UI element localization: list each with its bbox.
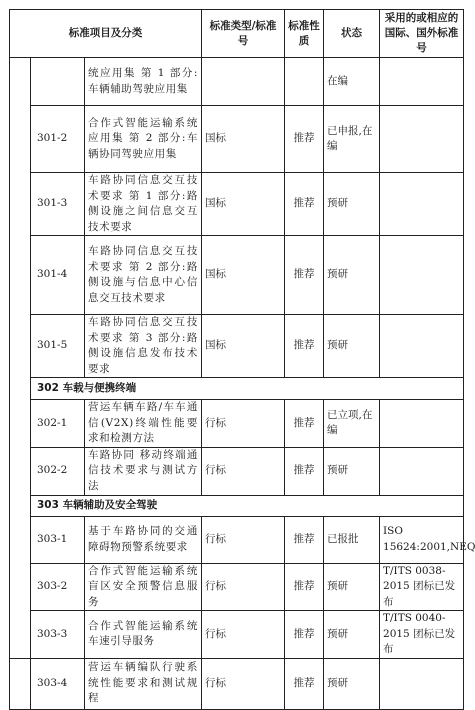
left-margin-cell [10,58,31,659]
table-row [10,106,464,173]
table-row [10,236,464,315]
row-nature: 推荐 [285,516,324,563]
row-type: 国标 [202,315,285,378]
row-nature: 推荐 [285,400,324,448]
category-row [10,495,464,516]
standards-table [9,9,475,710]
row-type: 国标 [202,236,285,315]
table-row [10,516,464,563]
header-item: 标准项目及分类 [10,10,202,58]
row-status: 预研 [324,315,380,378]
row-status: 预研 [324,236,380,315]
header-intl: 采用的或相应的国际、国外标准号 [380,10,464,58]
row-intl [380,236,464,315]
row-type: 国标 [202,173,285,236]
row-intl [380,58,464,106]
row-nature: 推荐 [285,315,324,378]
category-row [10,378,464,400]
row-intl [380,400,464,448]
row-intl [380,106,464,173]
row-name: 基于车路协同的交通障碍物预警系统要求 [85,516,202,563]
row-type: 行标 [202,563,285,611]
row-id: 301-3 [31,173,85,236]
row-nature: 推荐 [285,236,324,315]
row-nature: 推荐 [285,563,324,611]
row-nature: 推荐 [285,447,324,495]
row-nature: 推荐 [285,106,324,173]
row-status: 预研 [324,611,380,659]
row-intl [380,658,464,709]
row-id: 303-1 [31,516,85,563]
row-status: 预研 [324,447,380,495]
row-name: 合作式智能运输系统应用集 第 2 部分:车辆协同驾驶应用集 [85,106,202,173]
row-type: 行标 [202,516,285,563]
row-intl [380,447,464,495]
row-name: 统应用集 第 1 部分:车辆辅助驾驶应用集 [85,58,202,106]
table-row [10,400,464,448]
row-type: 行标 [202,658,285,709]
row-status: 预研 [324,563,380,611]
row-type: 行标 [202,611,285,659]
table-row [10,315,464,378]
row-name: 车路协同信息交互技术要求 第 1 部分:路侧设施之间信息交互技术要求 [85,173,202,236]
row-nature: 推荐 [285,611,324,659]
row-type: 行标 [202,400,285,448]
row-intl: T/ITS 0038-2015 团标已发布 [380,563,464,611]
row-id: 303-2 [31,563,85,611]
row-nature: 推荐 [285,173,324,236]
row-nature [285,58,324,106]
row-id: 303-4 [31,658,85,709]
category-303: 303 车辆辅助及安全驾驶 [31,495,464,516]
table-row [10,563,464,611]
row-status: 已申报,在编 [324,106,380,173]
row-name: 车路协同信息交互技术要求 第 3 部分:路侧设施信息发布技术要求 [85,315,202,378]
table-row [10,611,464,659]
row-name: 车路协同 移动终端通信技术要求与测试方法 [85,447,202,495]
table-row [10,58,464,106]
row-id: 301-5 [31,315,85,378]
row-type: 行标 [202,447,285,495]
header-status: 状态 [324,10,380,58]
table-row [10,658,464,709]
row-id: 303-3 [31,611,85,659]
row-name: 合作式智能运输系统盲区安全预警信息服务 [85,563,202,611]
row-id: 302-2 [31,447,85,495]
header-type: 标准类型/标准号 [202,10,285,58]
row-id: 302-1 [31,400,85,448]
row-name: 合作式智能运输系统车速引导服务 [85,611,202,659]
table-row [10,173,464,236]
row-id: 301-4 [31,236,85,315]
row-intl [380,173,464,236]
row-intl [380,315,464,378]
category-302: 302 车载与便携终端 [31,378,464,400]
row-intl: ISO 15624:2001,NEQ [380,516,464,563]
row-status: 预研 [324,173,380,236]
row-status: 已报批 [324,516,380,563]
row-type: 国标 [202,106,285,173]
row-status: 预研 [324,658,380,709]
row-name: 营运车辆编队行驶系统性能要求和测试规程 [85,658,202,709]
row-name: 车路协同信息交互技术要求 第 2 部分:路侧设施与信息中心信息交互技术要求 [85,236,202,315]
row-nature: 推荐 [285,658,324,709]
row-status: 已立项,在编 [324,400,380,448]
row-name: 营运车辆车路/车车通信(V2X)终端性能要求和检测方法 [85,400,202,448]
row-type [202,58,285,106]
header-row [10,10,464,58]
row-id [31,58,85,106]
row-status: 在编 [324,58,380,106]
left-margin-cell [10,658,31,709]
header-nature: 标准性质 [285,10,324,58]
table-row [10,447,464,495]
row-id: 301-2 [31,106,85,173]
row-intl: T/ITS 0040-2015 团标已发布 [380,611,464,659]
